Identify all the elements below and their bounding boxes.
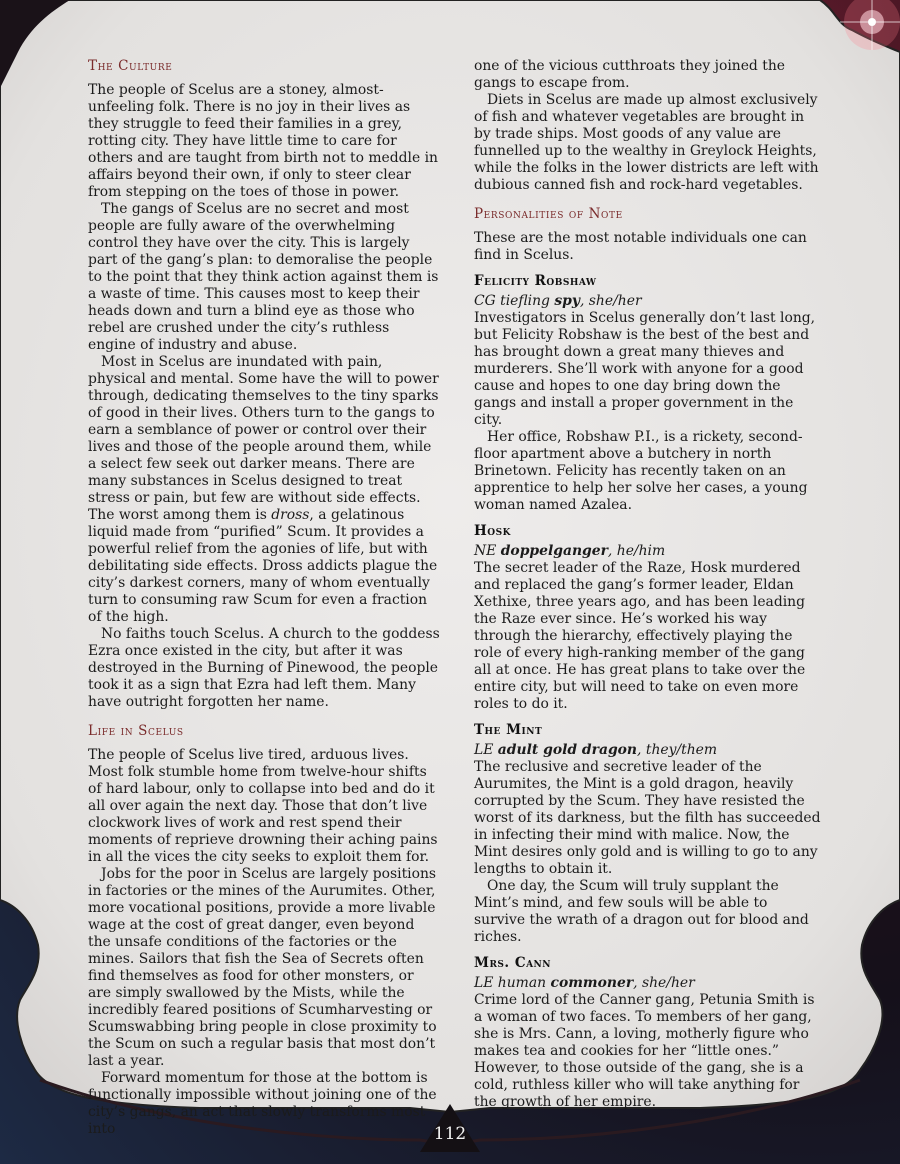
life-paragraph-3: Forward momentum for those at the bottom is functionally impossible without joining one of the city’s gangs, an act that slowly transforms most into [88, 1070, 437, 1137]
culture-paragraph-1: The people of Scelus are a stoney, almost-unfeeling folk. There is no joy in their lives as they struggle to feed their families in a grey, rotting city. They have little time to care for others and are taught from birth not to meddle in affairs beyond their own, if only to steer clear from stepping on the toes of those in power. [88, 82, 438, 200]
stat-pronouns: , she/her [633, 975, 695, 991]
section-heading-life: Life in Scelus [88, 723, 184, 739]
npc-stat-mint [474, 742, 822, 759]
page-number: 112 [433, 1124, 467, 1144]
section-heading-personalities: Personalities of Note [474, 206, 623, 222]
stat-pronouns: , she/her [579, 293, 642, 309]
npc-name-cann: Mrs. Cann [474, 955, 552, 971]
culture-paragraph-2: The gangs of Scelus are no secret and most people are fully aware of the overwhelming control they have over the city. This is largely part of the gang’s plan: to demoralise the people to the point that they think action against them is a waste of time. This causes most to keep their heads down and turn a blind eye as those who rebel are crushed under the city’s ruthless engine of industry and abuse. [88, 201, 439, 353]
stat-pronouns: , he/him [607, 543, 666, 559]
section-heading-culture: The Culture [88, 58, 173, 74]
term-dross: dross [271, 507, 310, 523]
stat-pronouns: , they/them [637, 742, 718, 758]
npc-desc-felicity-2: Her office, Robshaw P.I., is a rickety, second-floor apartment above a butchery in north Brinetown. Felicity has recently taken on an apprentice to help her solve her cases, a young woman named Azalea. [474, 429, 808, 513]
culture-paragraph-3 [88, 354, 440, 626]
npc-stat-felicity [474, 293, 822, 310]
npc-desc-mint-2: One day, the Scum will truly supplant the Mint’s mind, and few souls will be able to survive the wrath of a dragon out for blood and riches. [474, 878, 809, 945]
npc-stat-cann [474, 975, 822, 992]
stat-creature: commoner [550, 975, 634, 991]
right-column [474, 58, 822, 1110]
stat-creature: doppelganger [500, 543, 608, 559]
stat-prefix: NE [474, 543, 501, 559]
stat-prefix: LE human [474, 975, 551, 991]
culture-paragraph-3-part-a: Most in Scelus are inundated with pain, physical and mental. Some have the will to power through, dedicating themselves to the tiny sparks of good in their lives. Others turn to the gangs to earn a semblance of power or control over their lives and those of the people around them, while a select few seek out darker means. There are many substances in Scelus designed to treat stress or pain, but few are without side effects. The worst among them is [88, 354, 439, 523]
left-column [88, 58, 440, 1137]
npc-desc-hosk-1: The secret leader of the Raze, Hosk murdered and replaced the gang’s former leader, Eldan Xethixe, three years ago, and has been leading the Raze ever since. He’s worked his way through the hierarchy, effectively playing the role of every high-ranking member of the gang all at once. He has great plans to take over the entire city, but will need to take on even more roles to do it. [474, 560, 806, 712]
npc-desc-cann-1: Crime lord of the Canner gang, Petunia Smith is a woman of two faces. To members of her gang, she is Mrs. Cann, a loving, motherly figure who makes tea and cookies for her “little ones.” However, to those outside of the gang, she is a cold, ruthless killer who will take anything for the growth of her empire. [474, 992, 815, 1110]
npc-name-mint: The Mint [474, 722, 543, 738]
npc-name-felicity: Felicity Robshaw [474, 273, 597, 289]
npc-stat-hosk [474, 543, 822, 560]
stat-prefix: CG tiefling [474, 293, 555, 309]
diet-paragraph: Diets in Scelus are made up almost exclusively of fish and whatever vegetables are brought in by trade ships. Most goods of any value are funnelled up to the wealthy in Greylock Heights, while the folks in the lower districts are left with dubious canned fish and rock-hard vegetables. [474, 92, 819, 193]
npc-name-hosk: Hosk [474, 523, 511, 539]
personalities-intro: These are the most notable individuals one can find in Scelus. [474, 230, 807, 263]
npc-desc-felicity-1: Investigators in Scelus generally don’t last long, but Felicity Robshaw is the best of the best and has brought down a great many thieves and murderers. She’ll work with anyone for a good cause and hopes to one day bring down the gangs and install a proper government in the city. [474, 310, 816, 428]
culture-paragraph-3-part-b: , a gelatinous liquid made from “purified” Scum. It provides a powerful relief from the agonies of life, but with debilitating side effects. Dross addicts plague the city’s darkest corners, many of whom eventually turn to consuming raw Scum for even a fraction of the high. [88, 507, 438, 625]
npc-desc-mint-1: The reclusive and secretive leader of the Aurumites, the Mint is a gold dragon, heavily corrupted by the Scum. They have resisted the worst of its darkness, but the filth has succeeded in infecting their mind with malice. Now, the Mint desires only gold and is willing to go to any lengths to obtain it. [474, 759, 821, 877]
life-paragraph-1: The people of Scelus live tired, arduous lives. Most folk stumble home from twelve-hour shifts of hard labour, only to collapse into bed and do it all over again the next day. Those that don’t live clockwork lives of work and rest spend their moments of reprieve drowning their aching pains in all the vices the city seeks to exploit them for. [88, 747, 438, 865]
continued-paragraph: one of the vicious cutthroats they joined the gangs to escape from. [474, 58, 785, 91]
life-paragraph-2: Jobs for the poor in Scelus are largely positions in factories or the mines of the Aurumites. Other, more vocational positions, provide a more livable wage at the cost of great danger, even beyond the unsafe conditions of the factories or the mines. Sailors that fish the Sea of Secrets often find themselves as food for other monsters, or are simply swallowed by the Mists, while the incredibly feared positions of Scumharvesting or Scumswabbing bring people in close proximity to the Scum on such a regular basis that most don’t last a year. [88, 866, 437, 1069]
stat-creature: adult gold dragon [497, 742, 638, 758]
stat-creature: spy [554, 293, 580, 309]
stat-prefix: LE [474, 742, 498, 758]
culture-paragraph-4: No faiths touch Scelus. A church to the goddess Ezra once existed in the city, but after it was destroyed in the Burning of Pinewood, the people took it as a sign that Ezra had left them. Many have outright forgotten her name. [88, 626, 440, 710]
